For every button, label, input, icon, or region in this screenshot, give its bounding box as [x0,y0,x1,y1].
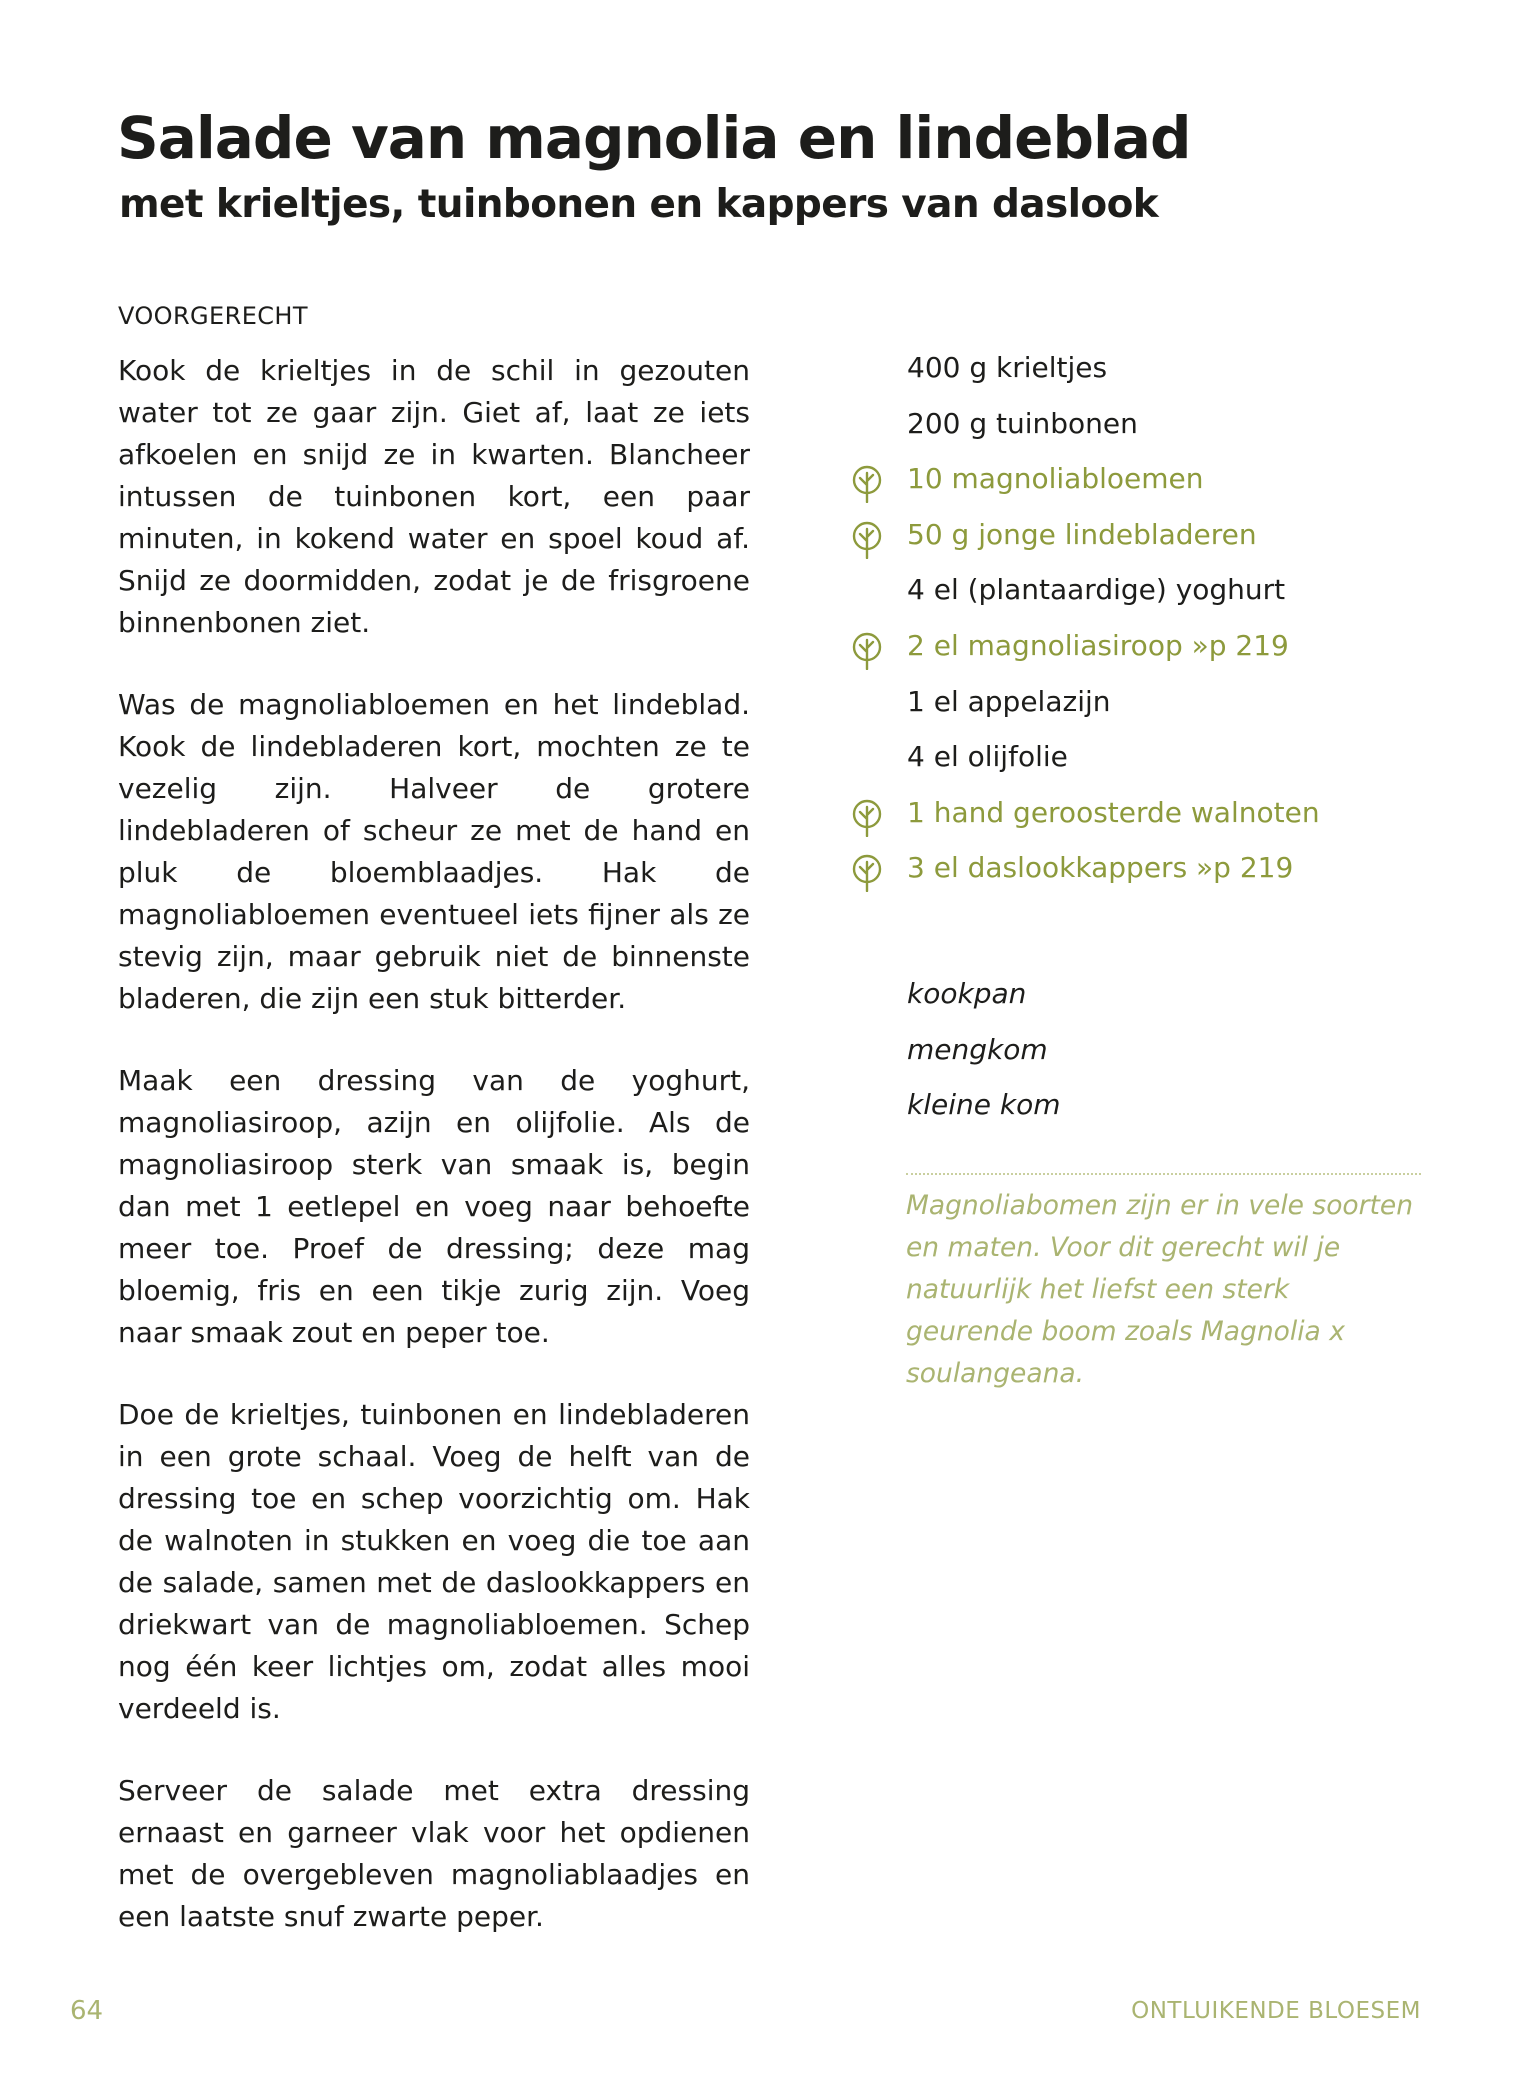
method-paragraph: Kook de krieltjes in de schil in gezouten water tot ze gaar zijn. Giet af, laat ze iets afkoelen en snijd ze in kwarten. Blancheer intussen de tuinbonen kort, een paar minuten, in kokend water en spoel koud af. Snijd ze doormidden, zodat je de frisgroene binnenbonen ziet. [118,354,750,639]
method-paragraph: Maak een dressing van de yoghurt, magnoliasiroop, azijn en olijfolie. Als de magnoliasiroop sterk van smaak is, begin dan met 1 eetlepel en voeg naar behoefte meer toe. Proef de dressing; deze mag bloemig, fris en een tikje zurig zijn. Voeg naar smaak zout en peper toe. [118,1064,750,1349]
tree-icon [851,465,883,503]
recipe-title: Salade van magnolia en lindeblad [117,104,1191,172]
ingredient-text: 4 el (plantaardige) yoghurt [907,573,1286,607]
recipe-subtitle: met krieltjes, tuinbonen en kappers van daslook [119,182,1159,227]
method-paragraph: Serveer de salade met extra dressing ernaast en garneer vlak voor het opdienen met de overgebleven magnoliablaadjes en een laatste snuf zwarte peper. [118,1774,750,1933]
ingredient-item [850,624,1450,680]
ingredient-text: 1 hand geroosterde walnoten [907,795,1320,829]
tree-icon [851,521,883,559]
ingredient-text: 2 el magnoliasiroop »p 219 [907,628,1289,662]
equipment-item: mengkom [907,1032,1048,1066]
tree-icon [851,632,883,670]
course-label: VOORGERECHT [118,302,308,330]
ingredient-text: 50 g jonge lindebladeren [907,517,1257,551]
equipment-item: kleine kom [907,1088,1061,1122]
tree-icon [851,854,883,892]
ingredient-item [850,680,1450,736]
ingredient-item [850,346,1450,402]
chapter-title: ONTLUIKENDE BLOESEM [1131,1998,1421,2024]
ingredient-item [850,457,1450,513]
tip-note [906,1173,1421,1395]
ingredient-text: 1 el appelazijn [907,684,1111,718]
method-text [118,350,750,1978]
ingredient-text: 400 g krieltjes [907,351,1108,384]
equipment-list [907,966,1061,1133]
ingredient-item [850,513,1450,569]
ingredient-item [850,568,1450,624]
ingredient-text: 200 g tuinbonen [907,406,1138,440]
ingredient-item [850,846,1450,902]
ingredient-text: 10 magnoliabloemen [907,462,1204,496]
ingredient-text: 3 el daslookkappers »p 219 [907,851,1294,885]
ingredient-list [850,346,1450,902]
method-paragraph: Was de magnoliabloemen en het lindeblad. Kook de lindebladeren kort, mochten ze te vezelig zijn. Halveer de grotere lindebladeren of scheur ze met de hand en pluk de bloemblaadjes. Hak de magnoliabloemen eventueel iets fijner als ze stevig zijn, maar gebruik niet de binnenste bladeren, die zijn een stuk bitterder. [118,688,750,1015]
ingredient-item [850,402,1450,458]
ingredient-item [850,735,1450,791]
method-paragraph: Doe de krieltjes, tuinbonen en lindebladeren in een grote schaal. Voeg de helft van de dressing toe en schep voorzichtig om. Hak de walnoten in stukken en voeg die toe aan de salade, samen met de daslookkappers en driekwart van de magnoliabloemen. Schep nog één keer lichtjes om, zodat alles mooi verdeeld is. [118,1398,750,1725]
page-number: 64 [70,1996,104,2026]
tip-text: Magnoliabomen zijn er in vele soorten en maten. Voor dit gerecht wil je natuurlijk het liefst een sterk geurende boom zoals Magnolia x soulangeana. [906,1190,1414,1389]
ingredient-item [850,791,1450,847]
ingredient-text: 4 el olijfolie [907,740,1068,774]
equipment-item: kookpan [907,977,1027,1010]
tree-icon [851,799,883,837]
